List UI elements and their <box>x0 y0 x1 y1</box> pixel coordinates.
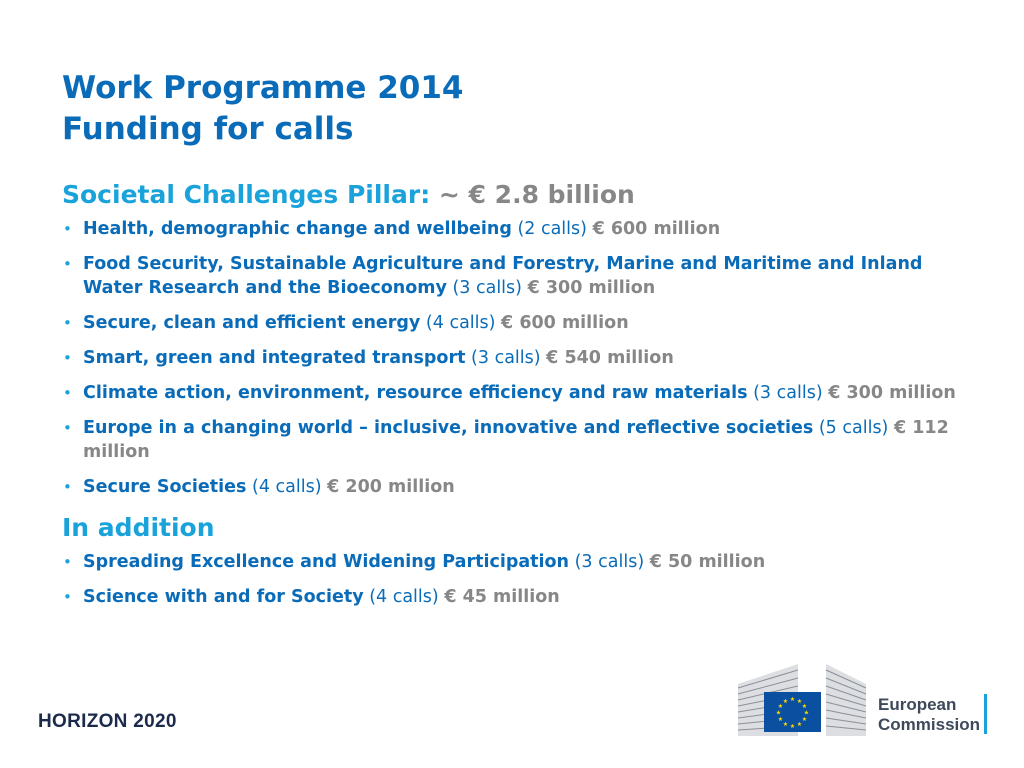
item-name: Science with and for Society <box>83 587 364 607</box>
item-name: Spreading Excellence and Widening Participation <box>83 552 570 572</box>
list-item <box>62 252 962 300</box>
list-item <box>62 217 962 241</box>
european-commission-logo <box>736 662 996 738</box>
item-calls: (3 calls) <box>452 278 522 298</box>
additional-list <box>62 550 962 609</box>
item-calls: (3 calls) <box>753 383 823 403</box>
section-heading-in-addition: In addition <box>62 513 215 542</box>
item-calls: (4 calls) <box>425 313 496 333</box>
item-amount: € 45 million <box>444 587 560 607</box>
list-item <box>62 311 962 335</box>
list-item <box>62 381 962 405</box>
item-amount: € 300 million <box>828 383 956 403</box>
svg-text:★: ★ <box>777 703 784 710</box>
list-item <box>62 346 962 370</box>
item-calls: (5 calls) <box>818 418 889 438</box>
logo-line-2: Commission <box>878 715 981 734</box>
item-amount: € 540 million <box>546 348 674 368</box>
item-name: Food Security, Sustainable Agriculture and Forestry, Marine and Maritime and Inland Water Research and the Bioeconomy <box>83 254 923 298</box>
list-item <box>62 585 962 609</box>
item-name: Secure, clean and efficient energy <box>83 313 421 333</box>
item-calls: (4 calls) <box>369 587 439 607</box>
horizon-2020-logo: HORIZON 2020 <box>38 711 177 732</box>
european-commission-wordmark <box>878 695 980 735</box>
item-calls: (2 calls) <box>517 219 587 239</box>
item-amount: € 50 million <box>649 552 766 572</box>
item-amount: € 600 million <box>592 219 721 239</box>
item-name: Climate action, environment, resource efficiency and raw materials <box>83 383 748 403</box>
item-name: Europe in a changing world – inclusive, innovative and reflective societies <box>83 418 814 438</box>
section-label: Societal Challenges Pillar: <box>62 180 431 209</box>
slide-subtitle: Funding for calls <box>62 111 354 147</box>
svg-text:★: ★ <box>789 696 796 703</box>
eu-flag-icon <box>764 692 821 732</box>
svg-text:★: ★ <box>796 698 803 705</box>
svg-text:★: ★ <box>789 723 796 730</box>
item-calls: (3 calls) <box>574 552 645 572</box>
svg-text:★: ★ <box>803 709 810 717</box>
logo-accent-bar <box>984 694 987 734</box>
item-name: Smart, green and integrated transport <box>83 348 466 368</box>
svg-text:★: ★ <box>796 721 803 728</box>
svg-text:★: ★ <box>777 716 784 723</box>
list-item <box>62 475 962 499</box>
item-amount: € 200 million <box>327 477 455 497</box>
item-amount: € 300 million <box>527 278 656 298</box>
section-total: ~ € 2.8 billion <box>438 180 635 209</box>
svg-text:★: ★ <box>782 721 789 728</box>
logo-line-1: European <box>878 695 957 714</box>
svg-text:★: ★ <box>775 709 782 717</box>
slide-title: Work Programme 2014 <box>62 70 464 106</box>
svg-text:★: ★ <box>801 716 808 723</box>
item-calls: (3 calls) <box>471 348 541 368</box>
item-calls: (4 calls) <box>252 477 322 497</box>
svg-text:★: ★ <box>801 703 808 710</box>
list-item <box>62 550 962 574</box>
svg-text:★: ★ <box>782 698 789 705</box>
section-heading-societal-challenges <box>62 180 962 209</box>
slide-content <box>62 180 962 620</box>
item-amount: € 600 million <box>501 313 629 333</box>
item-amount: € 112 million <box>83 418 949 462</box>
societal-challenges-list <box>62 217 962 499</box>
list-item <box>62 416 962 464</box>
item-name: Secure Societies <box>83 477 247 497</box>
item-name: Health, demographic change and wellbeing <box>83 219 512 239</box>
